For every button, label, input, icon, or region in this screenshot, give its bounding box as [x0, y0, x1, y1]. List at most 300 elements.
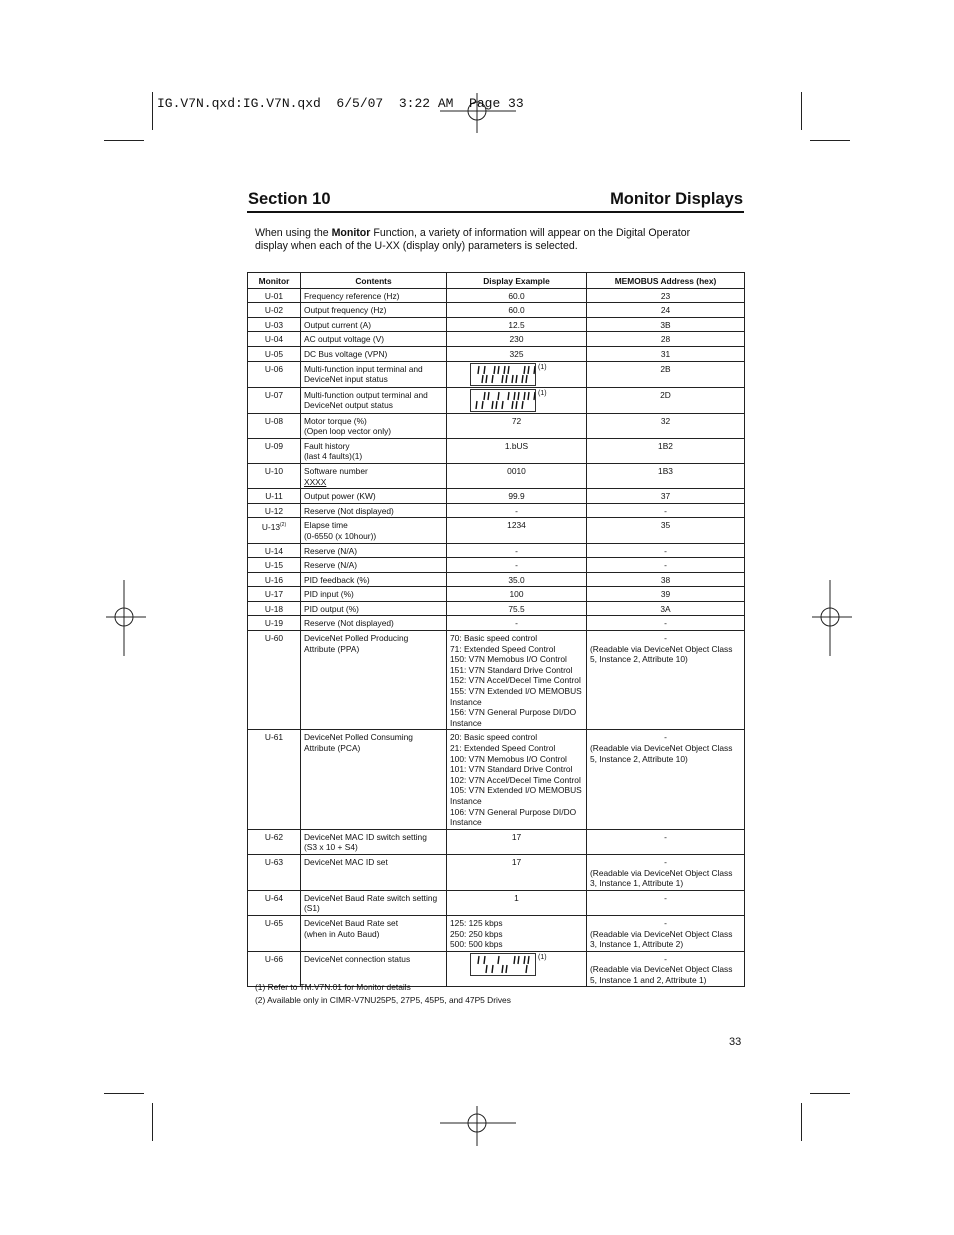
cell-memobus-address: [587, 413, 745, 438]
table-row: [248, 361, 745, 387]
cell-monitor: [248, 890, 301, 915]
memobus-address-text: -: [664, 618, 667, 629]
cell-memobus-address: [587, 587, 745, 602]
monitor-footnote-ref: (2): [280, 522, 287, 529]
display-example-text: 35.0: [508, 574, 525, 585]
memobus-address-text: [590, 918, 741, 950]
cell-display-example: [447, 890, 587, 915]
cell-memobus-address: [587, 332, 745, 347]
memobus-address-text: [590, 732, 741, 764]
table-row: [248, 829, 745, 854]
contents-text: Reserve (Not displayed): [304, 505, 394, 516]
cell-monitor: [248, 361, 301, 387]
cell-contents: [301, 503, 447, 518]
table-row: [248, 587, 745, 602]
display-segment: [482, 401, 483, 409]
cell-monitor: [248, 854, 301, 890]
section-label: Section 10: [248, 190, 331, 208]
segment-display-icon: [470, 389, 536, 412]
memobus-address-note: (Readable via DeviceNet Object Class 5, Instance 2, Attribute 10): [590, 643, 733, 665]
cell-display-example: [447, 438, 587, 463]
segment-display-icon: [470, 363, 536, 386]
display-segment: [518, 956, 519, 964]
display-example-text: 1.bUS: [504, 440, 529, 451]
display-example-text: 325: [509, 348, 524, 359]
display-segment: [502, 401, 503, 409]
contents-text: Reserve (N/A): [304, 560, 358, 571]
cell-memobus-address: [587, 438, 745, 463]
contents-text: Elapse time (0-6550 (x 10hour)): [304, 520, 377, 541]
cell-monitor: [248, 518, 301, 543]
contents-text: Output power (KW): [304, 491, 376, 502]
cell-monitor: [248, 730, 301, 829]
monitor-code: U-11: [265, 491, 283, 502]
cell-display-example: [447, 346, 587, 361]
cell-contents: [301, 518, 447, 543]
display-example-text: -: [515, 545, 518, 556]
display-segment: [478, 956, 479, 964]
display-segment: [486, 375, 487, 383]
cell-memobus-address: [587, 317, 745, 332]
monitor-code: U-15: [264, 560, 284, 571]
cell-contents: [301, 332, 447, 347]
page-number: 33: [729, 1036, 742, 1048]
contents-text: Software number: [304, 465, 368, 476]
display-segment: [484, 366, 485, 374]
cell-contents: [301, 413, 447, 438]
memobus-address-text: 1B2: [658, 440, 673, 451]
cell-monitor: [248, 587, 301, 602]
registration-mark-icon: [440, 1106, 516, 1146]
cell-monitor: [248, 503, 301, 518]
contents-underlined-text: XXXX: [304, 476, 327, 487]
crop-mark: [810, 1093, 850, 1094]
memobus-address-dash: -: [664, 953, 667, 964]
table-row: [248, 288, 745, 303]
monitor-code: U-60: [264, 633, 284, 644]
monitor-code: U-12: [264, 505, 284, 516]
cell-display-example: [447, 631, 587, 730]
monitor-code: U-16: [264, 574, 284, 585]
table-row: [248, 631, 745, 730]
monitor-code: U-04: [264, 334, 284, 345]
contents-text: Multi-function output terminal and DeviceNet output status: [304, 389, 428, 411]
cell-contents: [301, 387, 447, 413]
memobus-address-note: (Readable via DeviceNet Object Class 3, Instance 1, Attribute 1): [590, 867, 733, 889]
table-row: [248, 518, 745, 543]
display-segment: [506, 375, 507, 383]
cell-monitor: [248, 915, 301, 951]
cell-display-example: [447, 288, 587, 303]
monitor-code: U-08: [264, 415, 284, 426]
display-segment: [498, 366, 499, 374]
table-row: [248, 543, 745, 558]
contents-text: DeviceNet MAC ID set: [304, 856, 388, 867]
contents-text: DeviceNet Baud Rate switch setting (S1): [304, 892, 438, 914]
display-segment: [526, 965, 527, 973]
display-segment: [508, 392, 509, 400]
memobus-address-text: [590, 954, 741, 986]
monitor-code: U-13: [261, 522, 281, 533]
display-segment: [534, 366, 535, 374]
table-row: [248, 601, 745, 616]
cell-memobus-address: [587, 288, 745, 303]
cell-display-example: [447, 601, 587, 616]
display-segment: [502, 965, 503, 973]
cell-memobus-address: [587, 616, 745, 631]
cell-memobus-address: [587, 572, 745, 587]
display-segment: [498, 956, 499, 964]
cell-monitor: [248, 317, 301, 332]
display-example-text: 17: [511, 831, 522, 842]
cell-contents: [301, 346, 447, 361]
memobus-address-text: 24: [660, 305, 671, 316]
display-example-text: 70: Basic speed control 71: Extended Speed Control 150: V7N Memobus I/O Control 151: V7N Standard Drive Control 152: V7N Accel/Decel Time Control 155: V7N Extended I/O MEMOBUS Instance 156: V7N General Purpose DI/DO Instance: [450, 633, 582, 728]
segment-display-icon: [470, 953, 536, 976]
display-segment: [526, 375, 527, 383]
display-segment: [492, 401, 493, 409]
memobus-address-text: 3A: [660, 603, 671, 614]
memobus-address-dash: -: [664, 732, 667, 743]
display-example-text: 60.0: [508, 305, 525, 316]
display-segment: [514, 392, 515, 400]
cell-contents: [301, 463, 447, 488]
cell-contents: [301, 489, 447, 504]
monitor-code: U-06: [264, 363, 284, 374]
display-example-text: 72: [511, 415, 522, 426]
cell-memobus-address: [587, 854, 745, 890]
cell-memobus-address: [587, 503, 745, 518]
crop-mark: [152, 92, 153, 130]
cell-display-example: [447, 317, 587, 332]
display-example-text: 20: Basic speed control 21: Extended Speed Control 100: V7N Memobus I/O Control 101: V7N Standard Drive Control 102: V7N Accel/Decel Time Control 105: V7N Extended I/O MEMOBUS Instance 106: V7N General Purpose DI/DO Instance: [450, 732, 582, 828]
cell-display-example: [447, 587, 587, 602]
memobus-address-note: (Readable via DeviceNet Object Class 3, Instance 1, Attribute 2): [590, 928, 733, 950]
cell-contents: [301, 543, 447, 558]
contents-text: DC Bus voltage (VPN): [304, 348, 388, 359]
contents-text: DeviceNet Polled Producing Attribute (PPA): [304, 633, 409, 654]
display-segment: [512, 375, 513, 383]
table-header-row: [248, 273, 745, 289]
cell-memobus-address: [587, 463, 745, 488]
crop-mark: [152, 1103, 153, 1141]
table-row: [248, 854, 745, 890]
display-segment: [488, 392, 489, 400]
display-segment: [482, 375, 483, 383]
monitor-code: U-65: [264, 917, 284, 928]
table-body: [248, 288, 745, 987]
intro-text-after: Function, a variety of information will appear on the Digital Operator display when each of the U-XX (display only) parameters is selected.: [255, 227, 691, 253]
cell-contents: [301, 572, 447, 587]
display-footnote-ref: (1): [538, 389, 547, 397]
contents-text: DeviceNet Polled Consuming Attribute (PCA): [304, 732, 413, 753]
footnote-2: (2) Available only in CIMR-V7NU25P5, 27P5, 45P5, and 47P5 Drives: [255, 995, 511, 1005]
display-segment: [522, 375, 523, 383]
cell-contents: [301, 303, 447, 318]
display-segment: [528, 956, 529, 964]
cell-memobus-address: [587, 890, 745, 915]
display-example-text: -: [515, 505, 518, 516]
monitor-code: U-18: [264, 603, 284, 614]
memobus-address-text: [590, 857, 741, 889]
memobus-address-dash: -: [664, 856, 667, 867]
cell-memobus-address: [587, 631, 745, 730]
cell-monitor: [248, 288, 301, 303]
crop-mark: [104, 1093, 144, 1094]
display-example-text: 17: [511, 856, 522, 867]
table-row: [248, 503, 745, 518]
memobus-address-text: -: [664, 560, 667, 571]
cell-memobus-address: [587, 543, 745, 558]
memobus-address-text: 3B: [660, 319, 671, 330]
monitor-code: U-61: [264, 732, 284, 743]
display-example-text: 99.9: [508, 491, 525, 502]
cell-memobus-address: [587, 518, 745, 543]
cell-monitor: [248, 572, 301, 587]
memobus-address-text: -: [664, 545, 667, 556]
cell-contents: [301, 587, 447, 602]
cell-display-example: [447, 361, 587, 387]
memobus-address-text: -: [664, 505, 667, 516]
display-example-text: 60.0: [508, 290, 525, 301]
monitor-code: U-66: [264, 953, 284, 964]
footnote-1: (1) Refer to TM.V7N.01 for Monitor details: [255, 982, 411, 992]
memobus-address-text: 39: [660, 589, 671, 600]
registration-mark-icon: [812, 580, 852, 656]
display-example-text: -: [515, 618, 518, 629]
contents-text: Multi-function input terminal and DeviceNet input status: [304, 363, 423, 385]
memobus-address-text: 31: [660, 348, 671, 359]
memobus-address-text: 28: [660, 334, 671, 345]
monitor-code: U-05: [264, 348, 284, 359]
monitor-table: [247, 272, 745, 987]
contents-text: Motor torque (%) (Open loop vector only): [304, 415, 392, 437]
contents-text: Reserve (N/A): [304, 545, 358, 556]
cell-display-example: [447, 489, 587, 504]
display-segment: [524, 956, 525, 964]
display-segment: [524, 392, 525, 400]
display-segment: [514, 956, 515, 964]
monitor-code: U-63: [264, 856, 284, 867]
table-row: [248, 387, 745, 413]
display-segment: [516, 401, 517, 409]
memobus-address-text: 32: [660, 415, 671, 426]
cell-display-example: [447, 558, 587, 573]
memobus-address-dash: -: [664, 633, 667, 644]
display-segment: [528, 392, 529, 400]
memobus-address-text: [590, 633, 741, 665]
table-row: [248, 915, 745, 951]
cell-memobus-address: [587, 387, 745, 413]
display-footnote-ref: (1): [538, 953, 547, 961]
column-header-memobus-address: MEMOBUS Address (hex): [587, 273, 745, 289]
display-example-text: 1234: [507, 520, 526, 531]
display-footnote-ref: (1): [538, 363, 547, 371]
display-example-text: 1: [514, 892, 519, 903]
contents-text: Reserve (Not displayed): [304, 618, 394, 629]
cell-monitor: [248, 303, 301, 318]
contents-text: PID output (%): [304, 603, 359, 614]
display-example-text: 12.5: [508, 319, 525, 330]
cell-memobus-address: [587, 346, 745, 361]
cell-display-example: [447, 413, 587, 438]
memobus-address-text: 1B3: [658, 465, 673, 476]
cell-contents: [301, 890, 447, 915]
display-segment: [484, 956, 485, 964]
cell-display-example: [447, 387, 587, 413]
display-segment: [504, 366, 505, 374]
monitor-code: U-62: [264, 831, 284, 842]
cell-contents: [301, 288, 447, 303]
display-example-text: 0010: [507, 465, 526, 476]
display-segment: [522, 401, 523, 409]
monitor-code: U-64: [264, 892, 284, 903]
cell-memobus-address: [587, 558, 745, 573]
monitor-code: U-14: [264, 545, 284, 556]
display-segment: [492, 375, 493, 383]
contents-text: Fault history (last 4 faults)(1): [304, 440, 363, 462]
table-row: [248, 303, 745, 318]
display-segment: [508, 366, 509, 374]
cell-memobus-address: [587, 489, 745, 504]
cell-display-example: [447, 518, 587, 543]
intro-text-before: When using the: [255, 227, 332, 239]
memobus-address-text: 23: [660, 290, 671, 301]
cell-display-example: [447, 503, 587, 518]
cell-contents: [301, 558, 447, 573]
column-header-monitor: Monitor: [248, 273, 301, 289]
table-row: [248, 413, 745, 438]
crop-mark: [801, 92, 802, 130]
display-example-text: 230: [509, 334, 524, 345]
display-segment: [512, 401, 513, 409]
cell-monitor: [248, 489, 301, 504]
display-segment: [484, 392, 485, 400]
display-segment: [528, 366, 529, 374]
cell-memobus-address: [587, 915, 745, 951]
cell-memobus-address: [587, 361, 745, 387]
contents-text: Output current (A): [304, 319, 372, 330]
cell-display-example: [447, 730, 587, 829]
display-segment: [476, 401, 477, 409]
header-rule: [247, 211, 744, 213]
cell-display-example: [447, 463, 587, 488]
display-example-text: 75.5: [508, 603, 525, 614]
print-slug: IG.V7N.qxd:IG.V7N.qxd 6/5/07 3:22 AM Page 33: [157, 96, 524, 111]
table-row: [248, 730, 745, 829]
cell-contents: [301, 915, 447, 951]
table-row: [248, 438, 745, 463]
memobus-address-text: 2D: [660, 389, 671, 400]
cell-memobus-address: [587, 829, 745, 854]
display-segment: [492, 965, 493, 973]
memobus-address-text: -: [664, 892, 667, 903]
cell-display-example: [447, 854, 587, 890]
display-example-text: 125: 125 kbps 250: 250 kbps 500: 500 kbps: [450, 917, 503, 950]
display-segment: [496, 401, 497, 409]
display-segment: [486, 965, 487, 973]
crop-mark: [104, 140, 144, 141]
memobus-address-text: 2B: [660, 363, 671, 374]
display-segment: [506, 965, 507, 973]
cell-contents: [301, 631, 447, 730]
intro-paragraph: [255, 227, 725, 254]
contents-text: Output frequency (Hz): [304, 305, 387, 316]
monitor-code: U-10: [264, 465, 284, 476]
contents-text: DeviceNet Baud Rate set (when in Auto Baud): [304, 917, 399, 939]
cell-display-example: [447, 616, 587, 631]
memobus-address-note: (Readable via DeviceNet Object Class 5, Instance 1 and 2, Attribute 1): [590, 964, 733, 985]
cell-monitor: [248, 601, 301, 616]
contents-text: Frequency reference (Hz): [304, 290, 400, 301]
table-row: [248, 572, 745, 587]
memobus-address-text: 37: [660, 491, 671, 502]
column-header-display-example: Display Example: [447, 273, 587, 289]
display-segment: [518, 392, 519, 400]
table-row: [248, 317, 745, 332]
table-row: [248, 489, 745, 504]
crop-mark: [801, 1103, 802, 1141]
cell-monitor: [248, 332, 301, 347]
cell-monitor: [248, 346, 301, 361]
registration-mark-icon: [106, 580, 146, 656]
table-row: [248, 616, 745, 631]
display-example-text: -: [515, 560, 518, 571]
cell-memobus-address: [587, 730, 745, 829]
contents-text: DeviceNet MAC ID switch setting (S3 x 10 + S4): [304, 831, 427, 853]
memobus-address-text: 38: [660, 574, 671, 585]
cell-monitor: [248, 463, 301, 488]
monitor-code: U-02: [264, 305, 284, 316]
monitor-code: U-19: [264, 618, 284, 629]
memobus-address-text: 35: [660, 520, 671, 531]
page-title: Monitor Displays: [610, 190, 743, 208]
contents-text: DeviceNet connection status: [304, 953, 411, 964]
monitor-code: U-09: [264, 440, 284, 451]
crop-mark: [810, 140, 850, 141]
cell-monitor: [248, 616, 301, 631]
cell-memobus-address: [587, 601, 745, 616]
table-row: [248, 346, 745, 361]
cell-monitor: [248, 387, 301, 413]
display-segment: [498, 392, 499, 400]
memobus-address-dash: -: [664, 917, 667, 928]
cell-monitor: [248, 438, 301, 463]
cell-display-example: [447, 303, 587, 318]
cell-display-example: [447, 332, 587, 347]
contents-text: PID feedback (%): [304, 574, 370, 585]
display-segment: [534, 392, 535, 400]
cell-contents: [301, 438, 447, 463]
display-segment: [502, 375, 503, 383]
cell-monitor: [248, 558, 301, 573]
cell-contents: [301, 616, 447, 631]
display-segment: [524, 366, 525, 374]
table-row: [248, 890, 745, 915]
monitor-code: U-01: [264, 290, 284, 301]
cell-monitor: [248, 631, 301, 730]
table-row: [248, 558, 745, 573]
contents-text: PID input (%): [304, 589, 354, 600]
monitor-code: U-03: [264, 319, 284, 330]
monitor-code: U-17: [264, 589, 284, 600]
cell-monitor: [248, 543, 301, 558]
cell-contents: [301, 361, 447, 387]
cell-display-example: [447, 829, 587, 854]
display-segment: [516, 375, 517, 383]
display-segment: [494, 366, 495, 374]
cell-display-example: [447, 572, 587, 587]
